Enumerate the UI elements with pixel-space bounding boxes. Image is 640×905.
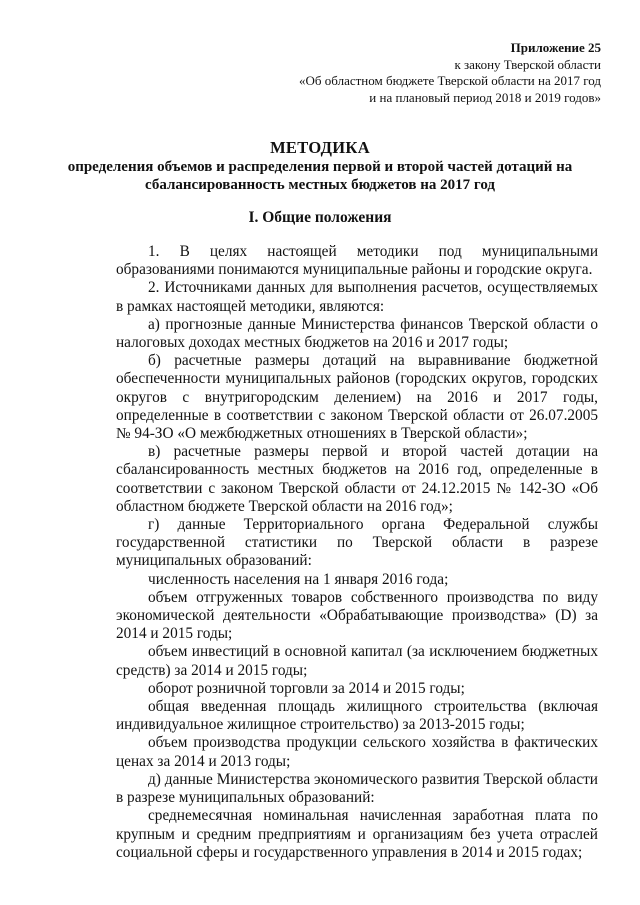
section-heading: I. Общие положения <box>248 209 392 226</box>
appendix-title: Приложение 25 <box>510 40 601 55</box>
paragraph: объем инвестиций в основной капитал (за исключением бюджетных средств) за 2014 и 2015 годы; <box>116 643 598 679</box>
appendix-header <box>299 40 601 106</box>
paragraph: оборот розничной торговли за 2014 и 2015 годы; <box>148 679 465 697</box>
paragraph: г) данные Территориального органа Федеральной службы государственной статистики по Тверской области в разрезе муниципальных образований: <box>116 516 598 570</box>
document-body <box>116 243 598 862</box>
appendix-line: к закону Тверской области <box>454 56 601 72</box>
paragraph: в) расчетные размеры первой и второй частей дотации на сбалансированность местных бюджетов на 2016 год, определенные в соответствии с законом Тверской области от 24.12.2015 № 142-ЗО «Об областном бюджете Тверской области на 2016 год»; <box>116 443 598 515</box>
paragraph: а) прогнозные данные Министерства финансов Тверской области о налоговых доходах местных бюджетов на 2016 и 2017 годы; <box>116 315 598 352</box>
document-title: МЕТОДИКА <box>270 138 370 157</box>
paragraph: общая введенная площадь жилищного строительства (включая индивидуальное жилищное строительство) за 2013-2015 годы; <box>116 698 598 734</box>
paragraph: 2. Источниками данных для выполнения расчетов, осуществляемых в рамках настоящей методики, являются: <box>116 279 598 315</box>
paragraph: 1. В целях настоящей методики под муниципальными образованиями понимаются муниципальные районы и городские округа. <box>116 243 598 279</box>
document-title-block <box>60 138 580 194</box>
appendix-line: «Об областном бюджете Тверской области на 2017 год <box>299 73 601 88</box>
paragraph: объем отгруженных товаров собственного производства по виду экономической деятельности «Обрабатывающие производства» (D) за 2014 и 2015 годы; <box>116 588 598 643</box>
paragraph: среднемесячная номинальная начисленная заработная плата по крупным и средним предприятиям и организациям без учета отраслей социальной сферы и государственного управления в 2014 и 2015 годах; <box>116 807 598 861</box>
paragraph: численность населения на 1 января 2016 года; <box>148 570 449 588</box>
appendix-line: и на плановый период 2018 и 2019 годов» <box>369 89 601 105</box>
paragraph: д) данные Министерства экономического развития Тверской области в разрезе муниципальных образований: <box>116 770 598 807</box>
paragraph: б) расчетные размеры дотаций на выравнивание бюджетной обеспеченности муниципальных районов (городских округов, городских округов с внутригородским делением) на 2016 и 2017 годы, определенные в соответствии с законом Тверской области от 26.07.2005 № 94-ЗО «О межбюджетных отношениях в Тверской области»; <box>116 352 598 443</box>
paragraph: объем производства продукции сельского хозяйства в фактических ценах за 2014 и 2013 годы; <box>116 734 598 770</box>
document-subtitle: определения объемов и распределения первой и второй частей дотаций на сбалансированность местных бюджетов на 2017 год <box>67 159 573 193</box>
